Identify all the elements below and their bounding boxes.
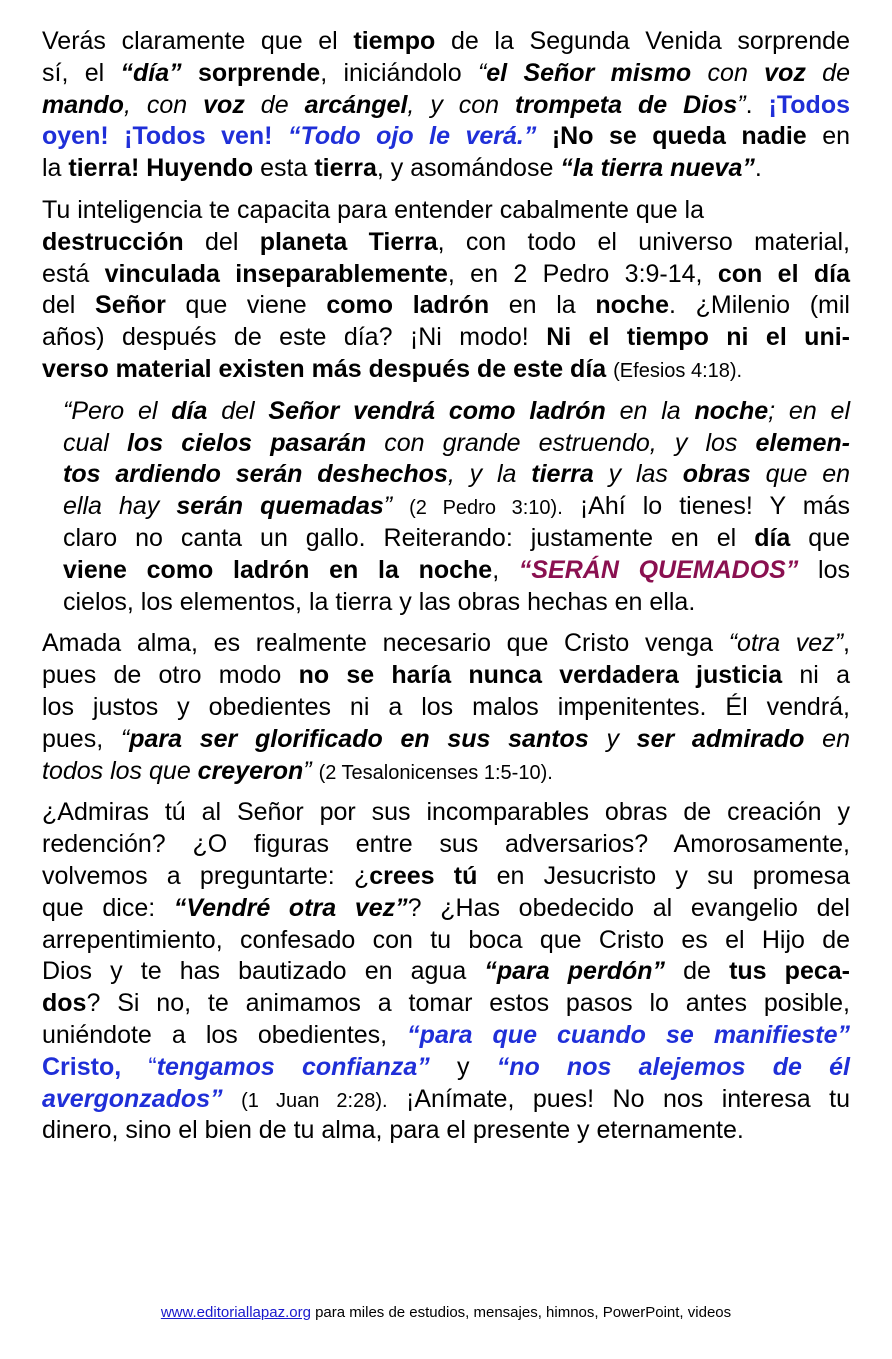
document-body (42, 26, 850, 1157)
text-run: (Efesios 4:18). (613, 359, 743, 382)
text-run: tierra (531, 460, 594, 489)
text-run: noche (694, 396, 769, 425)
footer (0, 1304, 892, 1321)
text-line (42, 956, 850, 988)
footer-text: para miles de estudios, mensajes, himnos, PowerPoint, videos (310, 1304, 732, 1321)
text-run: tiempo (353, 27, 436, 55)
text-run: destrucción (42, 227, 184, 256)
text-run: tos ardiendo serán deshechos (63, 460, 448, 489)
text-run: , y con (407, 90, 516, 119)
text-run: “Vendré otra vez” (173, 893, 408, 922)
text-run: y (429, 1052, 497, 1081)
text-run: ella hay (63, 492, 177, 521)
text-run: en (806, 122, 850, 151)
text-line (42, 797, 850, 829)
text-run: Verás claramente que el (42, 27, 354, 55)
text-line (42, 153, 850, 185)
text-run: ¡Todos (768, 90, 850, 119)
text-line (42, 861, 850, 893)
text-run: ” (737, 90, 746, 119)
text-line (63, 428, 850, 460)
text-line (42, 756, 850, 788)
body-paragraph (42, 195, 850, 386)
text-run: creyeron (197, 756, 304, 785)
text-run: que en (750, 460, 850, 489)
text-run: , y asomándose (376, 154, 561, 183)
text-line (42, 660, 850, 692)
text-run: ? Si no, te animamos a tomar estos pasos lo antes posible, (86, 989, 850, 1018)
text-run: “no nos alejemos de él (496, 1052, 850, 1081)
text-run (392, 492, 409, 520)
text-run: en Jesucristo y su promesa (477, 861, 851, 890)
body-paragraph (42, 628, 850, 787)
text-run: “ (121, 1052, 157, 1081)
text-line (42, 1052, 850, 1084)
text-run: voz (203, 90, 245, 119)
text-run: “SERÁN QUEMADOS” (518, 555, 799, 584)
text-run: “día” (120, 58, 182, 87)
text-line (42, 1084, 850, 1116)
text-run: avergonzados” (42, 1084, 223, 1113)
text-run: tengamos confianza” (156, 1052, 430, 1081)
text-run: trompeta de Dios (515, 90, 738, 119)
text-run: de (665, 957, 730, 986)
text-run: Dios y te has bautizado en agua (42, 957, 485, 986)
text-run: ni a (782, 661, 850, 690)
text-run: Señor vendrá como ladrón (268, 396, 606, 425)
text-run: tierra (314, 154, 377, 183)
text-run: de (244, 90, 305, 119)
text-run: claro no canta un gallo. Reiterando: justamente en el (63, 523, 755, 552)
text-run: en la (489, 291, 596, 320)
text-run: , iniciándolo (320, 58, 478, 87)
text-run: cielos, los elementos, la tierra y las obras hechas en ella. (63, 587, 696, 616)
text-run: ¡No se queda nadie (551, 122, 807, 151)
text-run: en la (605, 396, 695, 425)
text-run: arcángel (304, 90, 408, 119)
text-run: redención? ¿O figuras entre sus adversarios? Amorosamente, (42, 830, 850, 859)
text-run: . (745, 90, 769, 119)
text-run: del (42, 291, 96, 320)
text-run: está (42, 259, 105, 288)
text-run: de (805, 58, 850, 87)
text-run: , con todo el universo material, (437, 227, 850, 256)
text-run: ¿Admiras tú al Señor por sus incomparables obras de creación y (42, 798, 850, 827)
text-line (42, 90, 850, 122)
text-run: “ (477, 58, 487, 87)
text-run: la (42, 154, 69, 183)
text-run: elemen- (755, 428, 850, 457)
text-run: no se haría nunca verdadera justicia (298, 661, 783, 690)
text-run: “Pero el (63, 396, 172, 425)
text-run: y las (593, 460, 683, 489)
text-line (42, 322, 850, 354)
text-run: como ladrón (326, 291, 490, 320)
text-line (42, 259, 850, 291)
text-run: dos (42, 989, 87, 1018)
text-run: con (691, 58, 765, 87)
text-run: para ser glorificado en sus santos (129, 724, 589, 753)
text-run: años) después de este día? ¡Ni modo! (42, 323, 547, 352)
text-run: ¡Anímate, pues! No nos interesa tu (387, 1084, 850, 1113)
text-run: el Señor mismo (486, 58, 692, 87)
text-line (42, 121, 850, 153)
text-run: . (754, 154, 762, 183)
text-run: día (171, 396, 208, 425)
text-run: en (804, 724, 850, 753)
text-run: con grande estruendo, y los (366, 428, 756, 457)
text-line (42, 893, 850, 925)
text-run: Tu inteligencia te capacita para entender cabalmente que la (42, 195, 705, 224)
text-run: arrepentimiento, confesado con tu boca que Cristo es el Hijo de (42, 925, 850, 954)
text-run: . ¿Milenio (mil (668, 291, 850, 320)
text-run: dinero, sino el bien de tu alma, para el presente y eternamente. (42, 1116, 744, 1145)
text-run: (2 Tesalonicenses 1:5-10). (318, 761, 553, 784)
text-line (42, 1020, 850, 1052)
text-run: que (790, 523, 850, 552)
text-run: oyen! ¡Todos ven! (42, 122, 273, 151)
text-run: tus peca- (729, 957, 850, 986)
text-run: Señor (95, 291, 166, 320)
text-run (223, 1085, 241, 1113)
text-run: “Todo ojo le verá.” (288, 122, 537, 151)
text-line (42, 195, 850, 227)
text-line (42, 724, 850, 756)
text-run: de la Segunda Venida sorprende (435, 27, 850, 55)
text-run: , (843, 629, 850, 658)
text-line (42, 58, 850, 90)
text-run: sorprende (197, 58, 321, 87)
text-run: pues, (42, 724, 121, 753)
text-run: vinculada inseparablemente (104, 259, 448, 288)
text-line (42, 988, 850, 1020)
text-run: Amada alma, es realmente necesario que Cristo venga (42, 629, 729, 658)
text-run: que viene (165, 291, 327, 320)
scripture-quote-paragraph (63, 396, 850, 619)
text-run: crees tú (369, 861, 478, 890)
text-run: tierra! Huyendo (68, 154, 254, 183)
text-line (63, 555, 850, 587)
text-run: los justos y obedientes ni a los malos impenitentes. Él vendrá, (42, 692, 850, 721)
text-run: con el día (717, 259, 850, 288)
text-run: (1 Juan 2:28). (241, 1089, 388, 1112)
footer-website-link[interactable]: www.editoriallapaz.org (160, 1304, 311, 1321)
text-run: los (798, 555, 850, 584)
text-line (63, 523, 850, 555)
text-run: Ni el tiempo ni el uni- (546, 323, 851, 352)
text-run: ; en el (768, 396, 850, 425)
text-run: “otra vez” (728, 629, 844, 658)
text-line (63, 491, 850, 523)
text-run (312, 757, 319, 785)
text-run: ? ¿Has obedecido al evangelio del (407, 893, 850, 922)
text-line (42, 354, 850, 386)
text-run: ser admirado (636, 724, 805, 753)
text-run: esta (253, 154, 315, 183)
text-run: que dice: (42, 893, 174, 922)
text-run (273, 122, 289, 150)
text-line (42, 628, 850, 660)
text-run: ¡Ahí lo tienes! Y más (562, 492, 850, 521)
text-run: , y la (447, 460, 532, 489)
text-run: cual (63, 428, 127, 457)
text-line (42, 290, 850, 322)
text-run: voz (764, 58, 806, 87)
text-run: los cielos pasarán (126, 428, 367, 457)
text-line (42, 227, 850, 259)
text-line (42, 26, 850, 58)
text-run: “ (120, 724, 130, 753)
text-run: viene como ladrón en la noche (63, 555, 493, 584)
text-run: todos los que (42, 756, 198, 785)
text-run: verso material existen más después de este día (42, 354, 607, 383)
text-run: ” (303, 756, 312, 785)
text-line (42, 692, 850, 724)
text-line (63, 459, 850, 491)
text-run: sí, el (42, 58, 121, 87)
body-paragraph (42, 26, 850, 185)
text-run: mando (42, 90, 124, 119)
text-run: (2 Pedro 3:10). (409, 497, 563, 520)
text-line (42, 925, 850, 957)
text-run: uniéndote a los obedientes, (42, 1020, 408, 1049)
text-run: noche (595, 291, 669, 320)
text-run: , (492, 555, 519, 584)
text-run (182, 59, 198, 87)
text-run: , con (123, 90, 204, 119)
text-line (42, 829, 850, 861)
body-paragraph (42, 797, 850, 1147)
text-run: y (588, 724, 637, 753)
text-run: pues de otro modo (42, 661, 299, 690)
text-run: “la tierra nueva” (560, 154, 755, 183)
text-run: “para que cuando se manifieste” (407, 1020, 850, 1049)
text-run (536, 122, 552, 150)
text-run: del (183, 227, 260, 256)
text-run: planeta Tierra (259, 227, 438, 256)
text-run: “para perdón” (484, 957, 666, 986)
text-run: día (754, 523, 791, 552)
text-run: obras (682, 460, 751, 489)
text-run: serán quemadas (176, 492, 384, 521)
text-run: del (207, 396, 269, 425)
text-run: ” (383, 492, 393, 521)
text-run: , en 2 Pedro 3:9-14, (447, 259, 718, 288)
text-line (63, 396, 850, 428)
text-line (42, 1115, 850, 1147)
text-run: Cristo, (42, 1052, 122, 1081)
text-line (63, 587, 850, 619)
text-run: volvemos a preguntarte: ¿ (42, 861, 370, 890)
